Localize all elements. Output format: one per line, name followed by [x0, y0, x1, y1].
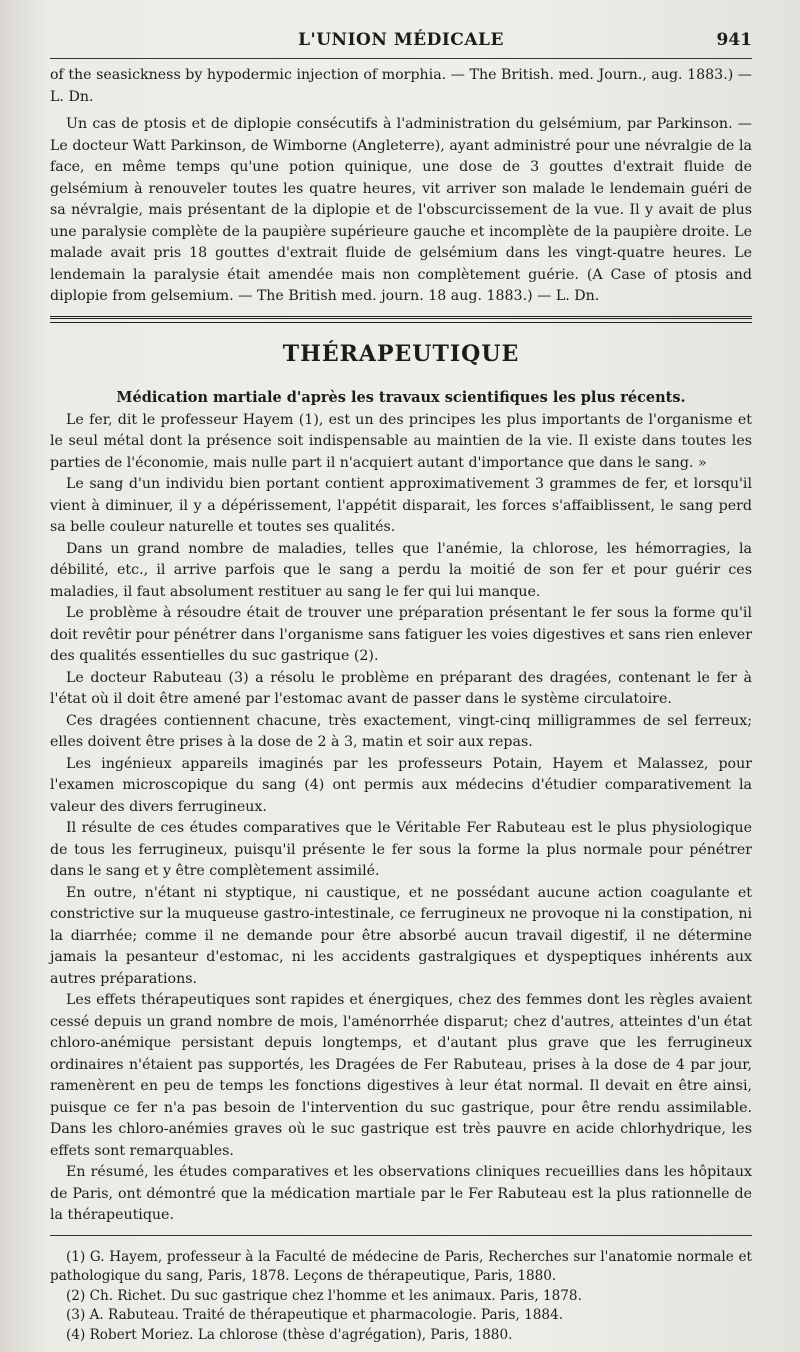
- article-paragraph: Les ingénieux appareils imaginés par les professeurs Potain, Hayem et Malassez, pour l'examen microscopique du sang (4) ont permis aux médecins d'étudier comparativement la valeur des divers ferrugineux.: [50, 755, 752, 815]
- intro-paragraph-1: of the seasickness by hypodermic injection of morphia. — The British. med. Journ., aug. 1883.) — L. Dn.: [50, 67, 752, 105]
- subsection-title: Médication martiale d'après les travaux scientifiques les plus récents.: [116, 388, 686, 406]
- footnote: (2) Ch. Richet. Du suc gastrique chez l'homme et les animaux. Paris, 1878.: [66, 1287, 582, 1304]
- article-body: [50, 410, 752, 1227]
- page-number: 941: [716, 30, 752, 50]
- footnote: (1) G. Hayem, professeur à la Faculté de médecine de Paris, Recherches sur l'anatomie normale et pathologique du sang, Paris, 1878. Leçons de thérapeutique, Paris, 1880.: [50, 1248, 752, 1284]
- article-paragraph: En résumé, les études comparatives et les observations cliniques recueillies dans les hôpitaux de Paris, ont démontré que la médication martiale par le Fer Rabuteau est la plus rationnelle de la thérapeutique.: [50, 1164, 752, 1223]
- footnote-rule: [50, 1235, 752, 1236]
- footnote: (4) Robert Moriez. La chlorose (thèse d'agrégation), Paris, 1880.: [66, 1326, 513, 1343]
- article-paragraph: Le fer, dit le professeur Hayem (1), est un des principes les plus importants de l'organisme et le seul métal dont la présence soit indispensable au maintien de la vie. Il existe dans toutes les parties de l'économie, mais nulle part il n'acquiert autant d'importance que dans le sang. »: [50, 411, 752, 471]
- article-paragraph: Le docteur Rabuteau (3) a résolu le problème en préparant des dragées, contenant le fer à l'état où il doit être amené par l'estomac avant de passer dans le système circulatoire.: [50, 669, 752, 707]
- article-paragraph: Le problème à résoudre était de trouver une préparation présentant le fer sous la forme qu'il doit revêtir pour pénétrer dans l'organisme sans fatiguer les voies digestives et sans rien enlever des qualités essentielles du suc gastrique (2).: [50, 605, 752, 664]
- intro-paragraph-2: Un cas de ptosis et de diplopie consécutifs à l'administration du gelsémium, par Parkinson. — Le docteur Watt Parkinson, de Wimborne (Angleterre), ayant administré pour une névralgie de la face, en même temps qu'une potion quinique, une dose de 3 gouttes d'extrait fluide de gelsémium à renouveler toutes les quatre heures, vit arriver son malade le lendemain guéri de sa névralgie, mais présentant de la diplopie et de l'obscurcissement de la vue. Il y avait de plus une paralysie complète de la paupière supérieure gauche et incomplète de la paupière droite. Le malade avait pris 18 gouttes d'extrait fluide de gelsémium dans les vingt-quatre heures. Le lendemain la paralysie était amendée mais non complètement guérie. (A Case of ptosis and diplopie from gelsemium. — The British med. journ. 18 aug. 1883.) — L. Dn.: [50, 116, 752, 304]
- article-paragraph: Dans un grand nombre de maladies, telles que l'anémie, la chlorose, les hémorragies, la débilité, etc., il arrive parfois que le sang a perdu la moitié de son fer et pour guérir ces maladies, il faut absolument restituer au sang le fer qui lui manque.: [50, 540, 752, 600]
- intro-block: [50, 65, 752, 308]
- header-rule: [50, 58, 752, 59]
- section-title: THÉRAPEUTIQUE: [282, 340, 520, 367]
- article-paragraph: Ces dragées contiennent chacune, très exactement, vingt-cinq milligrammes de sel ferreux; elles doivent être prises à la dose de 2 à 3, matin et soir aux repas.: [50, 712, 752, 750]
- footnote: (3) A. Rabuteau. Traité de thérapeutique et pharmacologie. Paris, 1884.: [66, 1307, 564, 1323]
- section-divider: [50, 316, 752, 323]
- article-paragraph: Il résulte de ces études comparatives que le Véritable Fer Rabuteau est le plus physiologique de tous les ferrugineux, puisqu'il présente le fer sous la forme la plus normale pour pénétrer dans le sang et y être complètement assimilé.: [50, 820, 752, 879]
- article-paragraph: En outre, n'étant ni styptique, ni caustique, et ne possédant aucune action coagulante et constrictive sur la muqueuse gastro-intestinale, ce ferrugineux ne provoque ni la constipation, ni la diarrhée; comme il ne demande pour être absorbé aucun travail digestif, il ne détermine jamais la pesanteur d'estomac, ni les accidents gastralgiques et dyspeptiques inhérents aux autres préparations.: [50, 884, 752, 987]
- footnotes: [50, 1235, 752, 1346]
- running-title: L'UNION MÉDICALE: [298, 30, 504, 50]
- article-paragraph: Le sang d'un individu bien portant contient approximativement 3 grammes de fer, et lorsqu'il vient à diminuer, il y a dépérissement, l'appétit disparait, les forces s'affaiblissent, le sang perd sa belle couleur naturelle et toutes ses qualités.: [50, 476, 752, 535]
- page-header: [50, 0, 752, 58]
- article-paragraph: Les effets thérapeutiques sont rapides et énergiques, chez des femmes dont les règles avaient cessé depuis un grand nombre de mois, l'aménorrhée disparut; chez d'autres, atteintes d'un état chloro-anémique persistant depuis longtemps, et d'autant plus grave que les ferrugineux ordinaires n'étaient pas supportés, les Dragées de Fer Rabuteau, prises à la dose de 4 par jour, ramenèrent en peu de temps les fonctions digestives à leur état normal. Il devait en être ainsi, puisque ce fer n'a pas besoin de l'intervention du suc gastrique, pour être rendu assimilable. Dans les chloro-anémies graves où le suc gastrique est très pauvre en acide chlorhydrique, les effets sont remarquables.: [50, 992, 752, 1159]
